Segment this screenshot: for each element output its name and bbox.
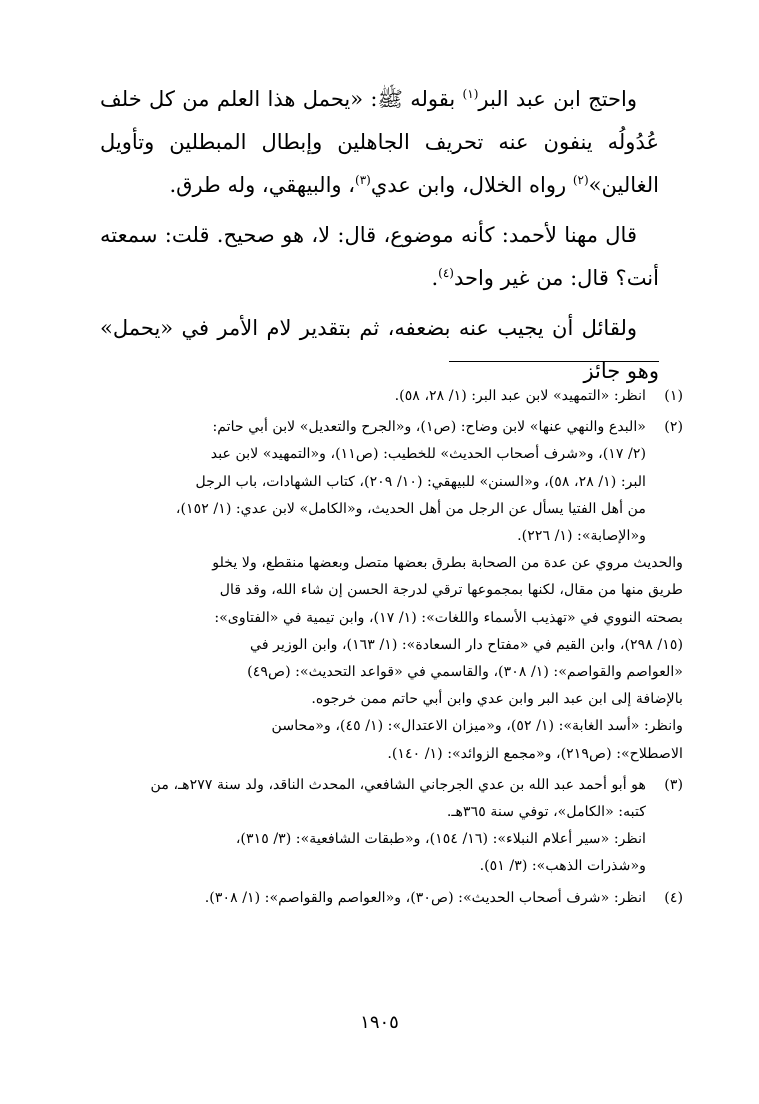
footnote-continuation: (١٥/ ٢٩٨)، وابن القيم في «مفتاح دار السعادة»: (١/ ١٦٣)، وابن الوزير في: [250, 636, 683, 653]
footnote-continuation: بصحته النووي في «تهذيب الأسماء واللغات»: (١/ ١٧)، وابن تيمية في «الفتاوى»:: [214, 609, 683, 626]
text-run: قال مهنا لأحمد: كأنه موضوع، قال: لا، هو صحيح. قلت: سمعته أنت؟ قال: من غير واحد: [100, 223, 659, 290]
text-run: واحتج ابن عبد البر: [478, 87, 637, 111]
footnote-ref-1[interactable]: (١): [462, 87, 479, 101]
footnote-2: [80, 414, 683, 550]
footnote-continuation: بالإضافة إلى ابن عبد البر وابن عدي وابن أبي حاتم ممن خرجوه.: [311, 691, 683, 708]
paragraph-1: [100, 78, 659, 207]
text-run: ، والبيهقي، وله طرق.: [169, 173, 356, 197]
footnote-line: «البدع والنهي عنها» لابن وضاح: (ص١)، و«الجرح والتعديل» لابن أبي حاتم:: [212, 419, 646, 436]
footnote-line: انظر: «سير أعلام النبلاء»: (١٦/ ١٥٤)، و«طبقات الشافعية»: (٣/ ٣١٥)،: [235, 831, 646, 848]
footnote-3: [80, 772, 683, 881]
footnote-ref-2[interactable]: (٢): [572, 173, 589, 187]
footnote-line: البر: (١/ ٢٨، ٥٨)، و«السنن» للبيهقي: (١٠/ ٢٠٩)، كتاب الشهادات، باب الرجل: [195, 473, 646, 490]
page-number: ١٩٠٥: [360, 1012, 399, 1033]
main-text: [100, 78, 659, 393]
text-run: بقوله ﷺ: «يحمل هذا العلم من كل خلف عُدُولُه ينفون عنه تحريف الجاهلين وإبطال المبطلين وتأويل الغالين»: [100, 87, 659, 197]
footnote-line: و«شذرات الذهب»: (٣/ ٥١).: [479, 858, 646, 875]
footnote-line: و«الإصابة»: (١/ ٢٢٦).: [517, 528, 646, 545]
footnote-continuation: وانظر: «أسد الغابة»: (١/ ٥٢)، و«ميزان الاعتدال»: (١/ ٤٥)، و«محاسن: [271, 718, 683, 735]
footnotes: [80, 383, 683, 912]
footnote-ref-4[interactable]: (٤): [438, 266, 454, 280]
footnote-number: (٢): [664, 419, 683, 436]
footnote-4: [80, 885, 683, 912]
footnote-line: انظر: «شرف أصحاب الحديث»: (ص٣٠)، و«العواصم والقواصم»: (١/ ٣٠٨).: [204, 889, 646, 906]
footnote-line: هو أبو أحمد عبد الله بن عدي الجرجاني الشافعي، المحدث الناقد، ولد سنة ٢٧٧هـ، من: [150, 776, 646, 793]
footnote-number: (٤): [664, 889, 683, 906]
paragraph-2: [100, 214, 659, 300]
text-run: رواه الخلال، وابن عدي: [370, 173, 573, 197]
paragraph-3: ولقائل أن يجيب عنه بضعفه، ثم بتقدير لام الأمر في «يحمل» وهو جائز: [100, 316, 659, 383]
footnote-continuation: «العواصم والقواصم»: (١/ ٣٠٨)، والقاسمي في «قواعد التحديث»: (ص٤٩): [247, 664, 683, 681]
footnote-continuation: طريق منها من مقال، لكنها بمجموعها ترقي لدرجة الحسن إن شاء الله، وقد قال: [219, 582, 683, 599]
footnote-number: (١): [664, 388, 683, 404]
footnote-line: كتبه: «الكامل»، توفي سنة ٣٦٥هـ.: [446, 804, 646, 821]
footnote-continuation: الاصطلاح»: (ص٢١٩)، و«مجمع الزوائد»: (١/ ١٤٠).: [387, 745, 683, 762]
footnote-line: (٢/ ١٧)، و«شرف أصحاب الحديث» للخطيب: (ص١١)، و«التمهيد» لابن عبد: [210, 446, 646, 463]
footnote-number: (٣): [664, 776, 683, 793]
footnote-ref-3[interactable]: (٣): [355, 173, 371, 187]
footnote-line: انظر: «التمهيد» لابن عبد البر: (١/ ٢٨، ٥٨).: [394, 388, 646, 404]
footnote-line: من أهل الفتيا يسأل عن الرجل من أهل الحديث، و«الكامل» لابن عدي: (١/ ١٥٢)،: [175, 500, 646, 517]
text-run: .: [431, 266, 439, 290]
footnote-1: [80, 383, 683, 410]
footnote-separator: [449, 361, 659, 362]
footnote-continuation: والحديث مروي عن عدة من الصحابة بطرق بعضها متصل وبعضها منقطع، ولا يخلو: [212, 555, 683, 572]
